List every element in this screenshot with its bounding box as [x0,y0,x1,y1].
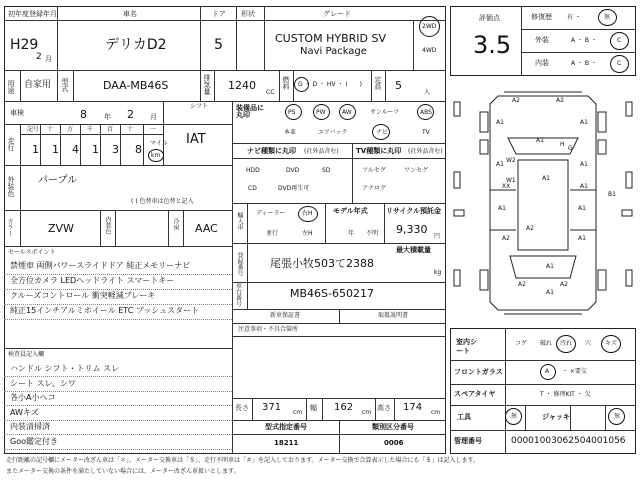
management-value: 00001003062504001056 [511,436,626,446]
drive-2wd: 2WD [422,23,437,30]
inspector-note-line: シート スレ、シワ [10,378,76,388]
cc-unit: CC [266,89,275,96]
mileage-unit-km: km [151,152,161,159]
sales-point-line: クルーズコントロール 衝突軽減ブレーキ [10,291,156,300]
import-label: 輸入車 [236,212,243,230]
mileage-unit-label: 十 [127,126,134,133]
sales-line-rule [4,274,232,275]
front-glass-rest: ・ ×要交 [562,368,587,375]
capacity-label: 定員 [374,76,382,90]
front-glass-selected: A [545,368,550,375]
grade-line-1: CUSTOM HYBRID SV [275,32,386,45]
exterior-grade-options: A ・ B ・ [571,37,597,44]
footer-line-2: またメーター交換の条件を満たしていない場合には、メーター改ざん車扱いとします。 [6,468,240,475]
damage-code: A1 [496,119,504,126]
damage-code: A1 [536,137,544,144]
category-value: 0006 [384,439,404,447]
length-cm: cm [293,409,303,416]
fuel-label: 燃料 [282,76,290,90]
equipment-item: エアバック [318,129,348,136]
new-warranty-label: 新車保証書 [270,312,301,319]
damage-code: G [568,145,573,152]
interior-color-label: 内装色 [104,216,111,234]
height-cm: cm [431,409,441,416]
car-name: デリカD2 [105,37,167,53]
chassis-value: MB46S-650217 [290,287,374,300]
car-name-label: 車名 [123,10,137,18]
interior-grade-label: 内装 [535,59,549,67]
sales-line-rule [4,319,232,320]
interior-grade-options: A ・ B ・ [571,60,597,67]
displacement-label: 排気量 [203,74,211,95]
mileage-unit-label: 百 [107,126,114,133]
inspector-line-rule [4,391,232,392]
model-year-unit: 年 [348,230,355,237]
length-value: 371 [262,402,282,413]
damage-code: A1 [542,175,550,182]
mileage-digit: 1 [92,143,99,156]
mileage-unit-label: 十 [47,126,54,133]
reg-month: 2 [36,52,42,62]
nav-item: DVD再生可 [278,185,310,192]
inspector-note-line: 内装清掃済 [10,422,50,431]
ac-value: AAC [195,222,218,235]
tools-value: 無 [511,413,518,420]
tv-type-sub: (社外品含む) [408,148,443,155]
damage-code: A1 [496,161,504,168]
inspection-year-unit: 年 [104,113,111,121]
doors-label: ドア [212,10,226,18]
footer-line-1: 走行距離の記号欄にメーター改ざん車は「＊」、メーター交換車は「＄」、走行不明車は「＃」を記入しております。メーター交換で合算表示した場合にも「＄」は記入します。 [6,457,480,464]
displacement-value: 1240 [228,79,256,92]
equipment-label: 装備品に丸印 [236,104,264,119]
damage-code: A1 [578,235,586,242]
spare-tire-label: スペアタイヤ [454,390,496,398]
exterior-color-value: パープル [38,175,78,186]
grade-line-2: Navi Package [300,46,367,57]
evaluation-label: 評価点 [479,14,500,22]
mileage-divider [40,124,41,165]
color-no-label: カラー [6,218,13,236]
width-label: 幅 [310,404,317,412]
registration-label: 登録番号 [236,252,243,276]
mileage-divider [143,124,144,165]
manual-label: 取扱説明書 [378,312,409,319]
drive-4wd: 4WD [422,47,437,54]
grade-label: グレード [323,10,351,18]
kg-unit: kg [434,269,442,276]
spare-tire-options: T ・ 修理KIT ・ 欠 [540,391,591,398]
exterior-grade-label: 外装 [535,36,549,44]
shift-value: IAT [186,132,206,147]
repair-selected: 無 [604,14,611,21]
jack-value: 無 [614,413,621,420]
damage-code: A1 [546,263,554,270]
mileage-digit: 1 [32,143,39,156]
inspector-note-line: Goo鑑定付き [10,436,58,446]
repair-options: 有 ・ [567,14,581,21]
recycle-label: リサイクル預託金 [386,207,442,215]
nav-item: HDD [246,167,260,174]
shift-label: シフト [190,103,209,110]
usage-value: 自家用 [24,80,52,90]
reg-year-label: 初年度登録年月 [8,10,57,18]
doors-value: 5 [214,37,223,53]
exterior-color-label: 外装色 [7,176,15,197]
interior-seat-label: 室内シート [456,338,477,356]
inspector-note-line: AWキズ [10,407,39,417]
steering-left: 左H [302,230,313,237]
equipment-item: ABS [420,109,432,116]
seat-item: 破れ [540,340,553,347]
reg-month-unit: 月 [45,55,52,63]
mileage-unit-label: 記号 [27,126,40,133]
inspection-month: 2 [127,108,134,121]
usage-label: 用途 [7,80,15,94]
reg-year-era: H29 [10,37,39,53]
sales-point-line: 全方位カメラ LEDヘッドライト スマートキー [10,276,175,285]
inspector-line-rule [4,376,232,377]
inspector-line-rule [4,434,232,435]
damage-code: B1 [608,191,616,198]
damage-code: A1 [580,183,588,190]
exterior-color-note: ( ) 色替車は色替と記入 [131,198,194,205]
damage-code: A2 [526,225,534,232]
equipment-item: PW [316,109,326,116]
mileage-divider [80,124,81,165]
damage-code: A1 [546,289,554,296]
notes-label: 注意事項・不具合箇所 [238,326,299,333]
width-value: 162 [334,402,354,413]
damage-code: W2 [506,157,516,164]
inspector-note-line: 各小A小ヘコ [10,393,56,402]
equipment-item: サンルーフ [370,109,400,116]
inspector-line-rule [4,420,232,421]
length-label: 長さ [235,404,249,412]
persons-unit: 人 [424,89,431,96]
damage-code: A2 [512,97,520,104]
damage-code: A2 [502,235,510,242]
nav-type-sub: (社外品含む) [304,148,339,155]
damage-code: A1 [578,205,586,212]
model-year-label: モデル年式 [333,207,368,215]
mileage-unit-label: 万 [67,126,74,133]
capacity-value: 5 [395,79,402,92]
inspector-line-rule [4,405,232,406]
inspection-year: 8 [80,108,87,121]
car-damage-diagram [450,80,636,324]
seat-item: コゲ [515,340,528,347]
tv-item: フルセグ [362,167,386,174]
shape-label: 形状 [241,10,255,18]
model-year-unknown: 不明 [366,230,379,237]
damage-code: A2 [518,281,526,288]
ac-label: 冷房 [172,218,179,230]
tv-item: アナログ [362,185,387,192]
sales-points-label: セールスポイント [8,249,56,256]
nav-item: DVD [286,167,300,174]
mileage-digit: 3 [112,143,119,156]
model-cert-value: 18211 [274,439,299,447]
damage-code: W1 [506,177,516,184]
yen-unit: 円 [434,233,441,240]
inspector-notes-label: 検査員記入欄 [8,351,45,358]
damage-code: H [560,141,565,148]
repair-label: 修復歴 [531,13,552,21]
equipment-item: PS [288,109,296,116]
mileage-divider [120,124,121,165]
steering-right: 右H [302,210,313,217]
sales-line-rule [4,304,232,305]
front-glass-label: フロントガラス [454,368,503,376]
equipment-item: 本革 [284,129,297,136]
chassis-label: 車台番号 [236,283,243,308]
seat-item: キズ [605,340,617,347]
mileage-digit: 4 [72,143,79,156]
mileage-digit: 1 [52,143,59,156]
tv-item: ワンセグ [404,167,429,174]
color-no-value: ZVW [48,222,74,235]
category-label: 類別区分番号 [372,423,414,431]
inspection-label: 車検 [10,109,24,117]
jack-label: ジャッキ [542,413,570,421]
nav-type-label: ナビ種類に丸印 [247,147,296,155]
type-value: DAA-MB46S [103,79,169,92]
mileage-unit-label: 一 [150,126,157,133]
tv-type-label: TV種類に丸印 [356,147,402,155]
import-dealer: ディーラー [256,210,286,217]
damage-code: A1 [580,119,588,126]
type-label: 型式 [61,78,69,92]
recycle-value: 9,330 [396,223,428,236]
width-cm: cm [362,409,372,416]
fuel-options: G ・ D ・ HV ・ ( ) [298,81,363,88]
damage-code: XX [502,183,511,190]
inspector-note-line: ハンドル シフト・トリム スレ [10,364,120,373]
damage-code: A1 [498,205,506,212]
import-parallel: 並行 [266,230,279,237]
model-cert-label: 型式指定番号 [265,423,307,431]
registration-value: 尾張小牧503て2388 [270,257,374,270]
inspector-line-rule [4,449,232,450]
inspection-month-unit: 月 [150,113,157,121]
mileage-unit-mile: マイル [150,140,168,147]
interior-grade-selected: C [617,60,622,67]
mileage-unit-label: 千 [87,126,94,133]
damage-code: A1 [580,161,588,168]
management-label: 管理番号 [454,437,482,445]
nav-item: SD [322,167,331,174]
sales-point-line: 禁煙車 両側パワースライドドア 純正メモリーナビ [10,261,191,270]
seat-item: 汚れ [560,340,573,347]
damage-code: A2 [556,97,564,104]
seat-item: 穴 [585,340,592,347]
max-load-label: 最大積載量 [396,246,431,254]
height-value: 174 [403,402,423,413]
exterior-grade-selected: C [617,37,622,44]
nav-item: CD [248,185,257,192]
sales-line-rule [4,289,232,290]
height-label: 高さ [377,404,391,412]
mileage-label: 走行 [7,137,15,151]
mileage-digit: 8 [135,143,142,156]
tools-label: 工具 [457,413,471,421]
evaluation-value: 3.5 [473,31,512,59]
damage-code: A2 [560,281,568,288]
equipment-item: TV [422,129,430,136]
equipment-item: ナビ [376,129,389,136]
mileage-divider [60,124,61,165]
sales-point-line: 純正15インチアルミホイール ETC プッシュスタート [10,306,200,315]
equipment-item: AW [342,109,352,116]
mileage-divider [100,124,101,165]
